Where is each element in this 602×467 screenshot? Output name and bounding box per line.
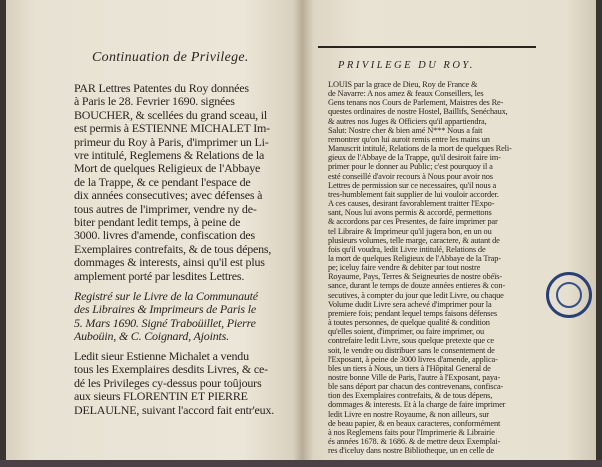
- text-line: gieux de l'Abbaye de la Trappe, qu'il desiroit faire im-: [328, 153, 501, 163]
- text-line: Manuscrit intitulé, Relations de la mort de quelques Reli-: [328, 144, 512, 154]
- text-line: res d'iceluy dans nostre Bibliotheque, un en celle de: [328, 446, 494, 456]
- text-line: dix années consecutives; avec défenses à: [74, 188, 263, 203]
- text-line: à Paris le 28. Fevrier 1690. signées: [74, 94, 235, 109]
- text-line: la mort de quelques Religieux de l'Abbaye de la Trap-: [328, 253, 501, 263]
- text-line: pe; iceluy faire vendre & debiter par tout nostre: [328, 263, 481, 273]
- text-line: Auboüin, & C. Coignard, Ajoints.: [74, 329, 229, 344]
- text-line: biter pendant ledit temps, à peine de: [74, 215, 241, 230]
- text-line: Mort de quelques Religieux de l'Abbaye: [74, 161, 261, 176]
- text-line: est permis à ESTIENNE MICHALET Im-: [74, 121, 270, 136]
- text-line: Ledit sieur Estienne Michalet a vendu: [74, 349, 249, 363]
- text-line: des Libraires & Imprimeurs de Paris le: [74, 302, 256, 317]
- text-line: de beau papier, & en beaux caracteres, conformément: [328, 418, 501, 428]
- text-line: dé les Privileges cy-dessus pour toûjours: [74, 375, 262, 390]
- text-line: dommages & interests. Et à la charge de faire imprimer: [328, 400, 506, 410]
- privilege-paragraph: [74, 82, 296, 283]
- text-line: & accordons par ces Presentes, de faire imprimer par: [328, 217, 498, 227]
- text-line: és années 1678. & 1686. & de mettre deux Exemplai-: [328, 437, 501, 447]
- text-line: l'Exposant, à peine de 3000 livres d'amende, applica-: [328, 354, 498, 364]
- text-line: esté conseillé d'avoir recours à Nous pour avoir nos: [328, 171, 493, 181]
- text-line: à toutes personnes, de quelque qualité & condition: [328, 318, 490, 328]
- text-line: primer pour le donner au Public; c'est pourquoy il a: [328, 162, 493, 172]
- book-edge: [0, 460, 602, 467]
- text-line: remontrer qu'on lui auroit remis entre les mains un: [328, 134, 490, 144]
- text-line: LOUIS par la grace de Dieu, Roy de France &: [328, 80, 478, 89]
- transfer-paragraph: [74, 350, 296, 417]
- text-line: BOUCHER, & scellées du grand sceau, il: [74, 107, 268, 122]
- right-page-title: PRIVILEGE DU ROY.: [338, 60, 475, 71]
- library-stamp-icon: [546, 272, 592, 318]
- text-line: Gens tenans nos Cours de Parlement, Maistres des Re-: [328, 98, 504, 108]
- text-line: soit, le vendre ou distribuer sans le consentement de: [328, 345, 495, 355]
- text-line: qu'elles soient, d'imprimer, ou faire imprimer, ou: [328, 327, 485, 337]
- text-line: tel Libraire & Imprimeur qu'il jugera bon, en un ou: [328, 226, 492, 236]
- text-line: Royaume, Pays, Terres & Seigneuries de nostre obéïs-: [328, 272, 503, 282]
- text-line: tous les Exemplaires desdits Livres, & ce-: [74, 362, 268, 377]
- registration-paragraph: [74, 290, 296, 344]
- text-line: contrefaire ledit Livre, sous quelque pretexte que ce: [328, 336, 494, 346]
- text-line: de la Trappe, & ce pendant l'espace de: [74, 174, 251, 189]
- text-line: plusieurs volumes, telle marge, caractere, & autant de: [328, 235, 500, 245]
- text-line: PAR Lettres Patentes du Roy données: [74, 81, 249, 95]
- text-line: premiere fois; pendant lequel temps faisons défenses: [328, 308, 497, 318]
- text-line: de Navarre: A nos amez & feaux Conseillers, les: [328, 89, 484, 99]
- text-line: Salut: Nostre cher & bien amé N*** Nous a fait: [328, 125, 483, 135]
- text-line: Registré sur le Livre de la Communauté: [74, 289, 258, 303]
- text-line: ble sans déport par chacun des contrevenans, confisca-: [328, 382, 504, 392]
- text-line: tres-humblement fait supplier de lui vouloir accorder.: [328, 189, 499, 199]
- text-line: A ces causes, desirant favorablement traitter l'Expo-: [328, 199, 495, 209]
- text-line: Lettres de permission sur ce necessaires, qu'il nous a: [328, 180, 497, 190]
- text-line: primeur du Roy à Paris, d'imprimer un Li-: [74, 134, 269, 149]
- text-line: Exemplaires contrefaits, & de tous dépens,: [74, 241, 272, 256]
- text-line: & autres nos Juges & Officiers qu'il appartiendra,: [328, 116, 487, 126]
- text-line: 5. Mars 1690. Signé Traboüillet, Pierre: [74, 315, 256, 330]
- text-line: sance, durant le temps de douze années entieres & con-: [328, 281, 506, 291]
- text-line: DELAULNE, suivant l'accord fait entr'eux.: [74, 402, 275, 417]
- text-line: aux sieurs FLORENTIN ET PIERRE: [74, 389, 248, 404]
- text-line: Volume dudit Livre sera achevé d'imprimer pour la: [328, 299, 492, 309]
- left-page-title: Continuation de Privilege.: [92, 50, 249, 65]
- text-line: à nos Reglemens faits pour l'Imprimerie & Librairie: [328, 427, 495, 437]
- text-line: fois qu'il voudra, ledit Livre intitulé, Relations de: [328, 244, 486, 254]
- text-line: dommages & interests, ainsi qu'il est plus: [74, 255, 265, 270]
- header-rule: [318, 46, 536, 48]
- text-line: bles un tiers à Nous, un tiers à l'Hôpital General de: [328, 363, 491, 373]
- text-line: sant, Nous lui avons permis & accordé, permettons: [328, 208, 492, 218]
- text-line: nostre bonne Ville de Paris, l'autre à l'Exposant, paya-: [328, 373, 501, 382]
- privilege-text: [328, 80, 540, 455]
- text-line: questes ordinaires de nostre Hostel, Baillifs, Senéchaux,: [328, 107, 508, 117]
- text-line: ledit Livre en nostre Royaume, & non ailleurs, sur: [328, 409, 489, 419]
- text-line: amplement porté par lesdites Lettres.: [74, 268, 245, 283]
- text-line: secutives, à compter du jour que ledit Livre, ou chaque: [328, 290, 504, 300]
- text-line: vre intitulé, Reglemens & Relations de la: [74, 148, 265, 163]
- text-line: tous autres de l'imprimer, vendre ny de-: [74, 201, 257, 216]
- text-line: tion des Exemplaires contrefaits, & de tous dépens,: [328, 391, 493, 401]
- text-line: 3000. livres d'amende, confiscation des: [74, 228, 255, 243]
